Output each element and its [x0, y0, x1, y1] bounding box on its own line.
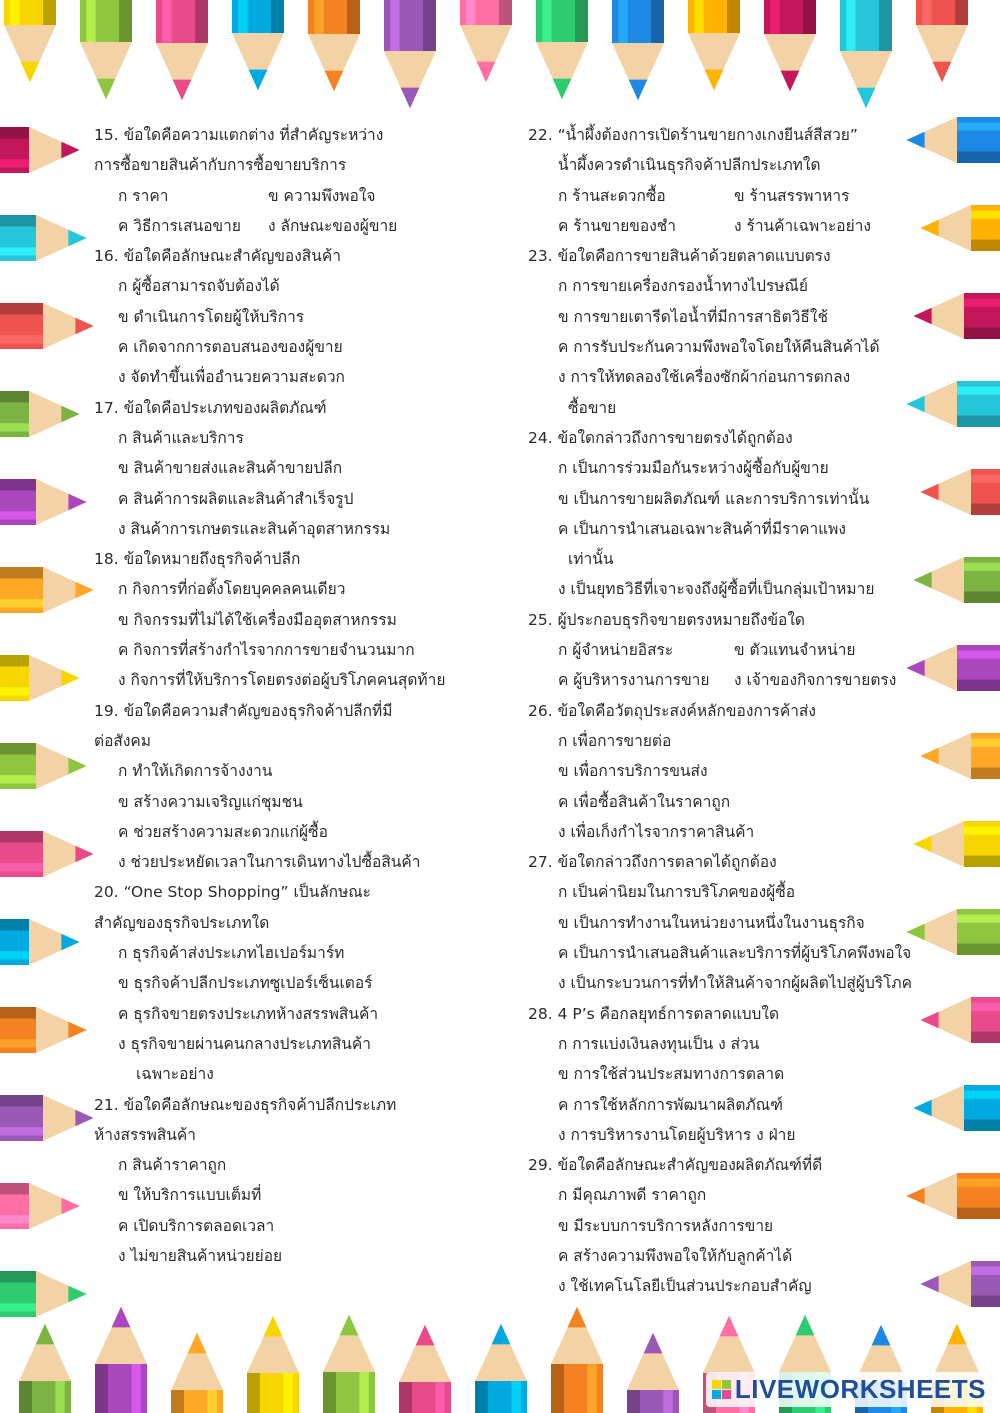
question-stem: 15. ข้อใดคือความแตกต่าง ที่สำคัญระหว่าง — [94, 126, 384, 144]
answer-choice[interactable]: ก เพื่อการขายต่อ — [558, 731, 672, 750]
pencil-icon — [688, 0, 740, 90]
pencil-icon — [840, 0, 892, 108]
answer-choice[interactable]: ค ธุรกิจขายตรงประเภทห้างสรรพสินค้า — [118, 1004, 379, 1023]
question-q26 — [528, 696, 938, 847]
choice-continuation: เท่านั้น — [568, 550, 614, 569]
answer-choice[interactable]: ก ร้านสะดวกซื้อ — [558, 186, 666, 205]
choice-row — [94, 211, 494, 241]
question-q22 — [528, 120, 938, 241]
pencil-icon — [0, 655, 80, 701]
question-q25 — [528, 605, 938, 696]
pencil-icon — [0, 303, 94, 349]
pencil-icon — [4, 0, 56, 82]
question-stem: 19. ข้อใดคือความสำคัญของธุรกิจค้าปลีกที่มี — [94, 701, 393, 720]
answer-choice[interactable]: ค เป็นการนำเสนอสินค้าและบริการที่ผู้บริโภคพึงพอใจ — [558, 944, 912, 963]
pencil-icon — [0, 1095, 94, 1141]
answer-choice[interactable]: ค การรับประกันความพึงพอใจโดยให้คืนสินค้าได้ — [558, 338, 880, 357]
choice-continuation: ซื้อขาย — [568, 398, 617, 417]
question-stem: 29. ข้อใดคือลักษณะสำคัญของผลิตภัณฑ์ที่ดี — [528, 1156, 823, 1175]
answer-choice[interactable]: ก ผู้ซื้อสามารถจับต้องได้ — [118, 277, 280, 296]
question-stem: 25. ผู้ประกอบธุรกิจขายตรงหมายถึงข้อใด — [528, 610, 805, 629]
pencil-icon — [19, 1324, 71, 1413]
pencil-icon — [0, 831, 94, 877]
pencil-icon — [0, 567, 94, 613]
pencil-icon — [247, 1316, 299, 1413]
answer-choice[interactable]: ก มีคุณภาพดี ราคาถูก — [558, 1186, 707, 1205]
pencil-icon — [0, 391, 80, 437]
pencil-icon — [399, 1325, 451, 1413]
answer-choice[interactable]: ข สร้างความเจริญแก่ชุมชน — [118, 792, 303, 811]
question-stem: การซื้อขายสินค้ากับการซื้อขายบริการ — [94, 156, 347, 175]
answer-choice[interactable]: ค เปิดบริการตลอดเวลา — [118, 1216, 275, 1235]
question-q17 — [94, 393, 494, 544]
answer-choice[interactable]: ง การบริหารงานโดยผู้บริหาร ง ฝ่าย — [558, 1125, 796, 1144]
pencil-icon — [916, 0, 968, 82]
question-q23 — [528, 241, 938, 423]
question-stem: น้ำผึ้งควรดำเนินธุรกิจค้าปลีกประเภทใด — [558, 156, 821, 175]
answer-choice[interactable]: ค วิธีการเสนอขาย — [118, 216, 241, 235]
answer-choice[interactable]: ก กิจการที่ก่อตั้งโดยบุคคลคนเดียว — [118, 580, 346, 599]
pencil-icon — [95, 1307, 147, 1413]
question-q28 — [528, 999, 938, 1150]
question-q16 — [94, 241, 494, 392]
answer-choice[interactable]: ข เป็นการทำงานในหน่วยงานหนึ่งในงานธุรกิจ — [558, 913, 865, 932]
choice-row — [528, 635, 938, 665]
question-stem: 16. ข้อใดคือลักษณะสำคัญของสินค้า — [94, 247, 341, 266]
answer-choice[interactable]: ข สินค้าขายส่งและสินค้าขายปลีก — [118, 459, 343, 478]
pencil-icon — [171, 1333, 223, 1413]
question-stem: 23. ข้อใดคือการขายสินค้าด้วยตลาดแบบตรง — [528, 247, 831, 266]
answer-choice[interactable]: ง ใช้เทคโนโลยีเป็นส่วนประกอบสำคัญ — [558, 1277, 812, 1296]
answer-choice[interactable]: ก สินค้าราคาถูก — [118, 1156, 227, 1175]
answer-choice[interactable]: ค สร้างความพึงพอใจให้กับลูกค้าได้ — [558, 1246, 793, 1265]
pencil-icon — [0, 479, 87, 525]
answer-choice[interactable]: ค สินค้าการผลิตและสินค้าสำเร็จรูป — [118, 489, 354, 508]
answer-choice[interactable]: ง ร้านค้าเฉพาะอย่าง — [734, 216, 871, 235]
choice-row — [528, 665, 938, 695]
answer-choice[interactable]: ค การใช้หลักการพัฒนาผลิตภัณฑ์ — [558, 1095, 783, 1114]
choice-row — [94, 181, 494, 211]
pencil-icon — [384, 0, 436, 108]
pencil-icon — [460, 0, 512, 82]
pencil-icon — [232, 0, 284, 90]
answer-choice[interactable]: ก เป็นค่านิยมในการบริโภคของผู้ซื้อ — [558, 883, 796, 902]
choice-continuation: เฉพาะอย่าง — [136, 1065, 214, 1084]
left-column — [94, 120, 494, 1271]
answer-choice[interactable]: ข ตัวแทนจำหน่าย — [734, 641, 856, 660]
pencil-icon — [764, 0, 816, 91]
answer-choice[interactable]: ก ธุรกิจค้าส่งประเภทไฮเปอร์มาร์ท — [118, 944, 345, 963]
question-q20 — [94, 877, 494, 1089]
pencil-icon — [627, 1333, 679, 1413]
answer-choice[interactable]: ข การใช้ส่วนประสมทางการตลาด — [558, 1065, 785, 1084]
answer-choice[interactable]: ค ผู้บริหารงานการขาย — [558, 671, 710, 690]
answer-choice[interactable]: ก เป็นการร่วมมือกันระหว่างผู้ซื้อกับผู้ขาย — [558, 459, 829, 478]
question-q24 — [528, 423, 938, 605]
answer-choice[interactable]: ค เป็นการนำเสนอเฉพาะสินค้าที่มีราคาแพง — [558, 519, 846, 538]
pencil-icon — [0, 1183, 80, 1229]
answer-choice[interactable]: ค เพื่อซื้อสินค้าในราคาถูก — [558, 792, 731, 811]
answer-choice[interactable]: ก ทำให้เกิดการจ้างงาน — [118, 762, 273, 781]
question-stem: 26. ข้อใดคือวัตถุประสงค์หลักของการค้าส่ง — [528, 701, 816, 720]
choice-row — [528, 211, 938, 241]
answer-choice[interactable]: ก ราคา — [118, 186, 169, 205]
answer-choice[interactable]: ง ไม่ขายสินค้าหน่วยย่อย — [118, 1246, 283, 1265]
right-column — [528, 120, 938, 1302]
answer-choice[interactable]: ค ช่วยสร้างความสะดวกแก่ผู้ซื้อ — [118, 822, 328, 841]
question-stem: สำคัญของธุรกิจประเภทใด — [94, 913, 270, 932]
answer-choice[interactable]: ข มีระบบการบริการหลังการขาย — [558, 1216, 774, 1235]
question-stem: 27. ข้อใดกล่าวถึงการตลาดได้ถูกต้อง — [528, 853, 777, 872]
pencil-icon — [0, 919, 80, 965]
answer-choice[interactable]: ข การขายเตารีดไอน้ำที่มีการสาธิตวิธีใช้ — [558, 307, 828, 326]
question-stem: 17. ข้อใดคือประเภทของผลิตภัณฑ์ — [94, 398, 327, 417]
pencil-icon — [0, 215, 87, 261]
pencil-icon — [0, 1007, 87, 1053]
answer-choice[interactable]: ง สินค้าการเกษตรและสินค้าอุตสาหกรรม — [118, 519, 391, 538]
question-q15 — [94, 120, 494, 241]
pencil-icon — [0, 743, 87, 789]
answer-choice[interactable]: ข ดำเนินการโดยผู้ให้บริการ — [118, 307, 305, 326]
answer-choice[interactable]: ค กิจการที่สร้างกำไรจากการขายจำนวนมาก — [118, 641, 415, 660]
pencil-icon — [80, 0, 132, 99]
answer-choice[interactable]: ข ร้านสรรพาหาร — [734, 186, 850, 205]
pencil-icon — [536, 0, 588, 99]
answer-choice[interactable]: ข ให้บริการแบบเต็มที่ — [118, 1186, 262, 1205]
logo-text: LIVEWORKSHEETS — [734, 1374, 986, 1404]
question-q19 — [94, 696, 494, 878]
pencil-icon — [308, 0, 360, 91]
answer-choice[interactable]: ข กิจกรรมที่ไม่ได้ใช้เครื่องมืออุตสาหกรรม — [118, 610, 397, 629]
question-q27 — [528, 847, 938, 998]
choice-row — [528, 181, 938, 211]
pencil-icon — [0, 1271, 87, 1317]
answer-choice[interactable]: ง เป็นยุทธวิธีที่เจาะจงถึงผู้ซื้อที่เป็นกลุ่มเป้าหมาย — [558, 580, 875, 599]
answer-choice[interactable]: ง เป็นกระบวนการที่ทำให้สินค้าจากผู้ผลิตไปสู่ผู้บริโภค — [558, 974, 913, 993]
answer-choice[interactable]: ข เพื่อการบริการขนส่ง — [558, 762, 708, 781]
pencil-icon — [612, 0, 664, 100]
question-stem: 22. “น้ำผึ้งต้องการเปิดร้านขายกางเกงยีนส์สีสวย” — [528, 126, 858, 144]
pencil-icon — [156, 0, 208, 100]
answer-choice[interactable]: ข ความพึงพอใจ — [268, 186, 376, 205]
answer-choice[interactable]: ก การแบ่งเงินลงทุนเป็น ง ส่วน — [558, 1034, 760, 1053]
liveworksheets-logo[interactable] — [706, 1372, 992, 1407]
pencil-icon — [551, 1307, 603, 1413]
question-q18 — [94, 544, 494, 695]
question-stem: 24. ข้อใดกล่าวถึงการขายตรงได้ถูกต้อง — [528, 428, 793, 447]
answer-choice[interactable]: ค ร้านขายของชำ — [558, 216, 676, 235]
pencil-icon — [475, 1324, 527, 1413]
answer-choice[interactable]: ง กิจการที่ให้บริการโดยตรงต่อผู้บริโภคคนสุดท้าย — [118, 671, 446, 690]
answer-choice[interactable]: ง เพื่อเก็งกำไรจากราคาสินค้า — [558, 822, 755, 841]
answer-choice[interactable]: ข ธุรกิจค้าปลีกประเภทซูเปอร์เซ็นเตอร์ — [118, 974, 373, 993]
pencil-icon — [323, 1315, 375, 1413]
answer-choice[interactable]: ก การขายเครื่องกรองน้ำทางไปรษณีย์ — [558, 277, 808, 296]
question-q21 — [94, 1090, 494, 1272]
logo-mark-icon — [712, 1380, 731, 1399]
question-stem: 20. “One Stop Shopping” เป็นลักษณะ — [94, 883, 371, 902]
answer-choice[interactable]: ง การให้ทดลองใช้เครื่องซักผ้าก่อนการตกลง — [558, 368, 851, 387]
answer-choice[interactable]: ง ลักษณะของผู้ขาย — [268, 216, 398, 235]
question-stem: ห้างสรรพสินค้า — [94, 1125, 196, 1144]
answer-choice[interactable]: ง จัดทำขึ้นเพื่ออำนวยความสะดวก — [118, 368, 345, 387]
answer-choice[interactable]: ข เป็นการขายผลิตภัณฑ์ และการบริการเท่านั้น — [558, 489, 870, 508]
answer-choice[interactable]: ก ผู้จำหน่ายอิสระ — [558, 641, 674, 660]
answer-choice[interactable]: ค เกิดจากการตอบสนองของผู้ขาย — [118, 338, 343, 357]
question-stem: ต่อสังคม — [94, 731, 151, 750]
answer-choice[interactable]: ง เจ้าของกิจการขายตรง — [734, 671, 897, 690]
pencil-icon — [0, 127, 80, 173]
answer-choice[interactable]: ง ช่วยประหยัดเวลาในการเดินทางไปซื้อสินค้า — [118, 853, 421, 872]
question-stem: 28. 4 P’s คือกลยุทธ์การตลาดแบบใด — [528, 1004, 780, 1023]
question-stem: 18. ข้อใดหมายถึงธุรกิจค้าปลีก — [94, 550, 301, 569]
answer-choice[interactable]: ง ธุรกิจขายผ่านคนกลางประเภทสินค้า — [118, 1034, 371, 1053]
question-stem: 21. ข้อใดคือลักษณะของธุรกิจค้าปลีกประเภท — [94, 1095, 397, 1114]
answer-choice[interactable]: ก สินค้าและบริการ — [118, 428, 244, 447]
question-q29 — [528, 1150, 938, 1301]
